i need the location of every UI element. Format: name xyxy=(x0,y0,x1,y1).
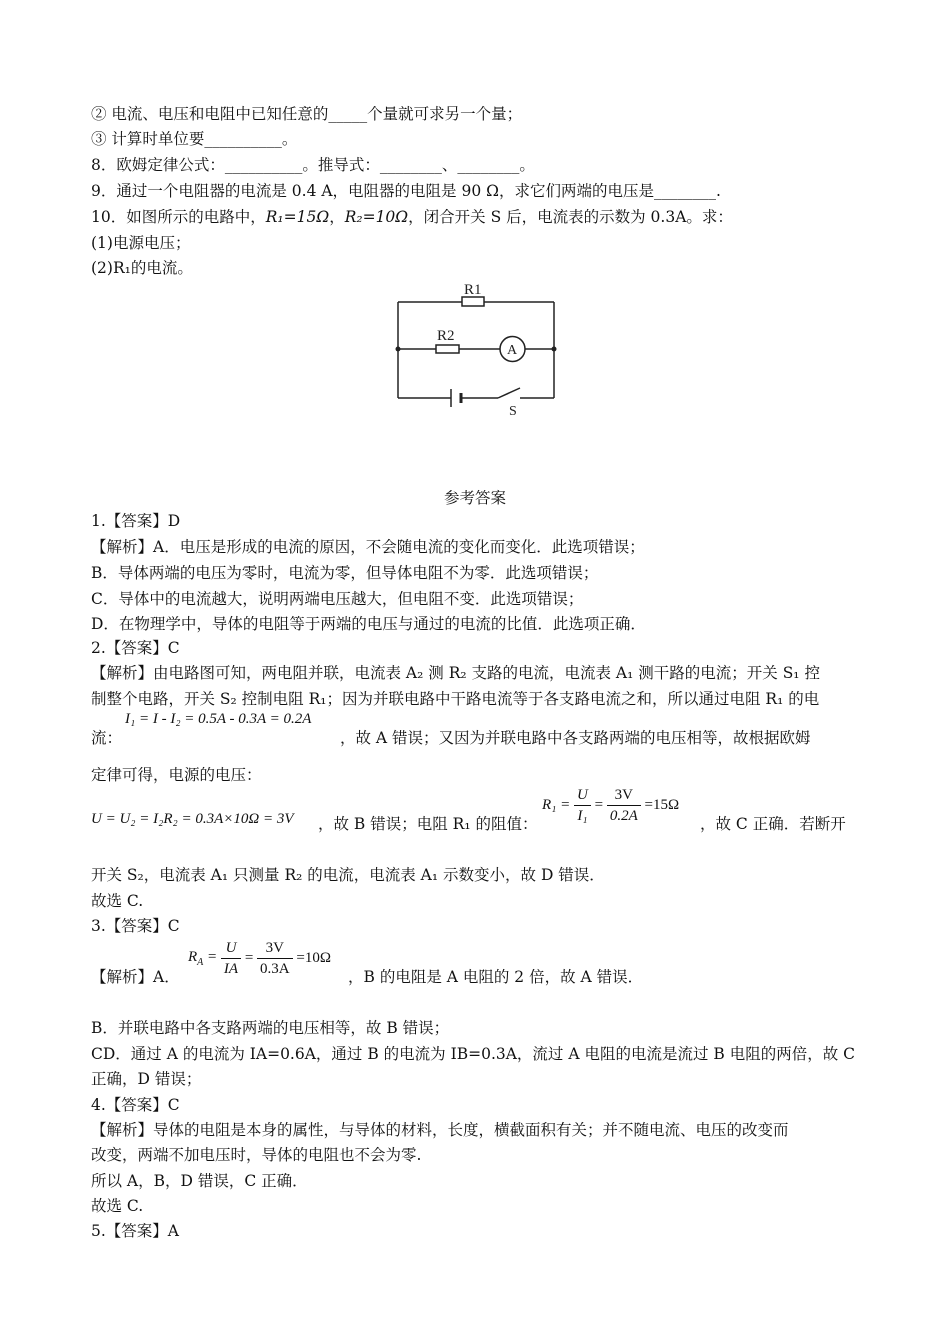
explanation-4-line4: 故选 C. xyxy=(91,1197,144,1215)
formula-r1: R₁ = $\frac{U}{\text{I₁}}$ = $\frac{3V}{0.2A}$ =15Ω xyxy=(542,787,680,824)
circuit-diagram xyxy=(380,278,580,423)
explanation-1: 【解析】A．电压是形成的电流的原因，不会随电流的变化而变化．此选项错误； xyxy=(91,538,645,556)
fraction xyxy=(221,938,241,979)
explanation-2-line3a: 流： xyxy=(91,729,123,747)
explanation-2-line7: 故选 C. xyxy=(91,892,144,910)
text: (2)R₁ xyxy=(91,259,131,277)
text-line: ③ 计算时单位要__________。 xyxy=(91,130,298,148)
question-8: 8．欧姆定律公式：__________。推导式：________、________。 xyxy=(91,156,535,174)
explanation-2-line6: 开关 S₂，电流表 A₁ 只测量 R₂ 的电流，电流表 A₁ 示数变小，故 D 错误． xyxy=(91,866,605,884)
denominator: I₁ xyxy=(577,808,588,824)
formula-lhs: $R_A$ = xyxy=(188,949,218,968)
text: 的电流。 xyxy=(130,259,193,277)
explanation-2-line5b: ，故 B 错误；电阻 R₁ 的阻值： xyxy=(318,815,538,833)
formula-rhs: =15Ω xyxy=(644,797,680,813)
answer-5: 5.【答案】A xyxy=(91,1222,179,1240)
explanation-3-b: B．并联电路中各支路两端的电压相等，故 B 错误； xyxy=(91,1019,450,1037)
numerator: 3V xyxy=(607,785,641,806)
text: ，闭合开关 S 后，电流表的示数为 0.3A。求： xyxy=(408,208,733,226)
junction-right xyxy=(552,347,557,352)
explanation-3a: 【解析】A． xyxy=(91,968,180,986)
answer-1: 1.【答案】D xyxy=(91,512,181,530)
explanation-1-b: B．导体两端的电压为零时，电流为零，但导体电阻不为零．此选项错误； xyxy=(91,564,599,582)
formula-ra: $R_A$ = $\frac{U}{IA}$ = $\frac{3V}{0.3A}$ =10Ω xyxy=(188,940,331,977)
numerator: 3V xyxy=(257,938,293,959)
explanation-3-cd-line2: 正确，D 错误； xyxy=(91,1070,202,1088)
resistor-r1 xyxy=(462,297,484,306)
explanation-2-line4: 定律可得，电源的电压： xyxy=(91,766,262,784)
explanation-4-line3: 所以 A，B，D 错误，C 正确． xyxy=(91,1172,308,1190)
var-r1: R₁=15Ω xyxy=(265,208,330,226)
numerator: U xyxy=(574,785,591,806)
formula-voltage: U = U₂ = I₂R₂ = 0.3A×10Ω = 3V xyxy=(91,811,294,827)
label-ammeter: A xyxy=(507,343,518,358)
junction-left xyxy=(396,347,401,352)
text: ， xyxy=(329,208,345,226)
fraction xyxy=(607,785,641,826)
explanation-1-d: D．在物理学中，导体的电阻等于两端的电压与通过的电流的比值．此选项正确． xyxy=(91,615,646,633)
question-9: 9．通过一个电阻器的电流是 0.4 A，电阻器的电阻是 90 Ω，求它们两端的电压是________. xyxy=(91,182,721,200)
explanation-4-line2: 改变，两端不加电压时，导体的电阻也不会为零. xyxy=(91,1146,422,1164)
explanation-2-line3b: ，故 A 错误；又因为并联电路中各支路两端的电压相等，故根据欧姆 xyxy=(340,729,811,747)
explanation-3b: ，B 的电阻是 A 电阻的 2 倍，故 A 错误． xyxy=(348,968,644,986)
question-10 xyxy=(91,206,733,228)
answers-title: 参考答案 xyxy=(443,489,506,507)
explanation-2-line5c: ，故 C 正确．若断开 xyxy=(700,815,846,833)
fraction xyxy=(257,938,293,979)
sub-question-1: (1)电源电压； xyxy=(91,234,191,252)
fraction xyxy=(574,785,591,826)
explanation-2-line1: 【解析】由电路图可知，两电阻并联，电流表 A₂ 测 R₂ 支路的电流，电流表 A₁ 测干路的电流；开关 S₁ 控 xyxy=(91,664,820,682)
label-r2: R2 xyxy=(437,328,455,344)
formula-lhs: R₁ = xyxy=(542,797,571,813)
answer-2: 2.【答案】C xyxy=(91,639,180,657)
explanation-4-line1: 【解析】导体的电阻是本身的属性，与导体的材料，长度，横截面积有关；并不随电流、电压的改变而 xyxy=(91,1121,789,1139)
answer-3: 3.【答案】C xyxy=(91,917,180,935)
denominator: 0.3A xyxy=(260,961,290,977)
answer-4: 4.【答案】C xyxy=(91,1096,180,1114)
denominator: IA xyxy=(223,961,239,977)
numerator: U xyxy=(221,938,241,959)
formula-rhs: =10Ω xyxy=(296,950,331,966)
resistor-r2 xyxy=(436,345,459,353)
formula-i1: I₁ = I - I₂ = 0.5A - 0.3A = 0.2A xyxy=(125,711,312,727)
denominator: 0.2A xyxy=(609,808,638,824)
text-line: ② 电流、电压和电阻中已知任意的_____个量就可求另一个量； xyxy=(91,105,523,123)
var-r2: R₂=10Ω xyxy=(344,208,409,226)
explanation-2-line2: 制整个电路，开关 S₂ 控制电阻 R₁；因为并联电路中干路电流等于各支路电流之和，所以通过电阻 R₁ 的电 xyxy=(91,690,820,708)
explanation-3-cd-line1: CD．通过 A 的电流为 IA=0.6A，通过 B 的电流为 IB=0.3A，流过 A 电阻的电流是流过 B 电阻的两倍，故 C xyxy=(91,1045,856,1063)
explanation-1-c: C．导体中的电流越大，说明两端电压越大，但电阻不变．此选项错误； xyxy=(91,590,584,608)
text: 10．如图所示的电路中， xyxy=(91,208,266,226)
sub-question-2 xyxy=(91,257,193,279)
switch-icon xyxy=(498,388,520,398)
label-r1: R1 xyxy=(464,282,482,298)
label-switch: S xyxy=(509,404,517,419)
